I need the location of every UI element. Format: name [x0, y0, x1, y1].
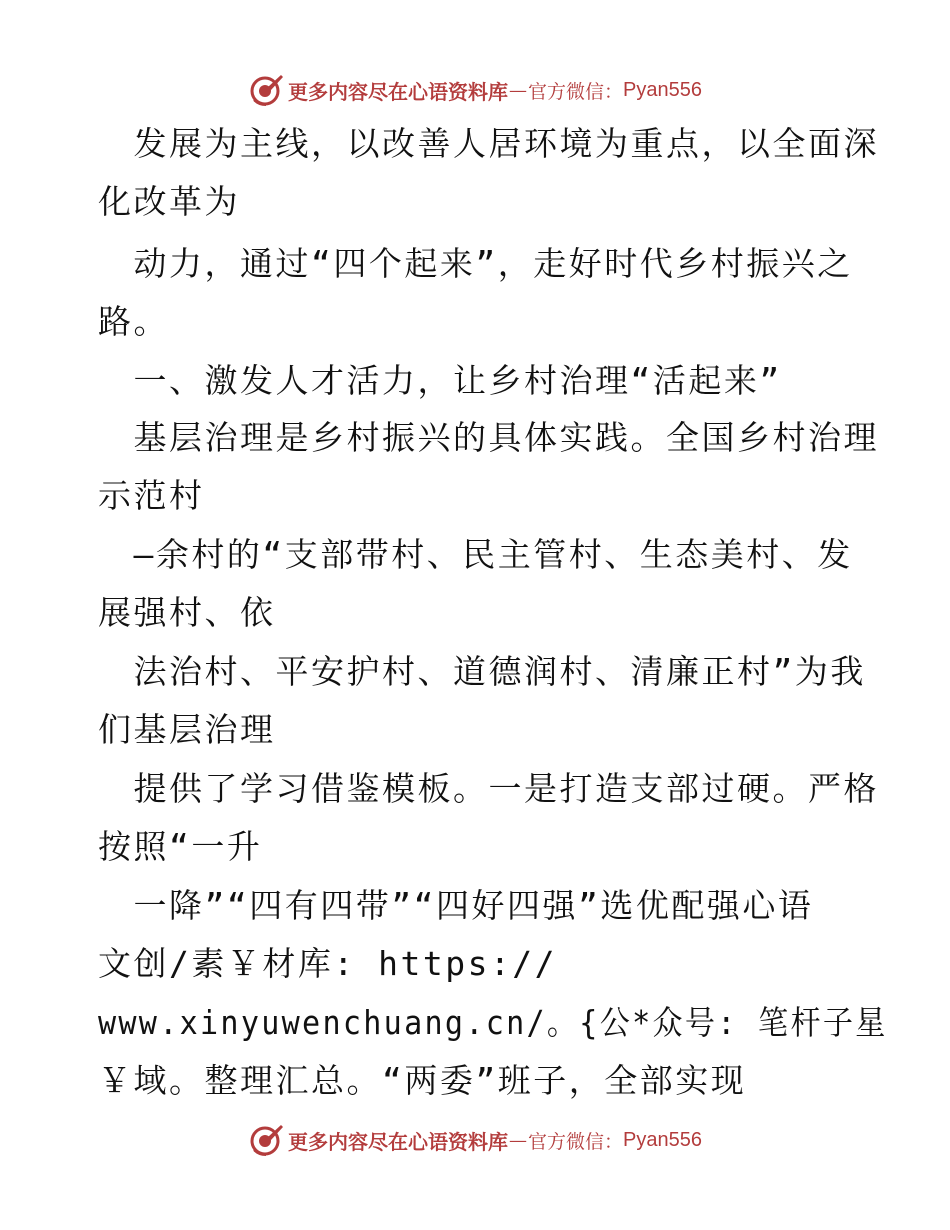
text-line: 展强村、依	[98, 593, 276, 632]
footer-banner	[0, 1120, 950, 1160]
header-banner	[0, 70, 950, 110]
brush-logo-icon	[248, 1122, 284, 1158]
header-site-text: 更多内容尽在心语资料库	[288, 79, 508, 104]
header-wechat-id: Pyan556	[623, 78, 702, 101]
footer-site-text: 更多内容尽在心语资料库	[288, 1129, 508, 1154]
text-line: 一、激发人才活力，让乡村治理“活起来”	[98, 361, 782, 400]
header-dash: —	[509, 79, 527, 101]
text-line: ￥域。整理汇总。“两委”班子，全部实现	[98, 1061, 747, 1100]
text-line: 发展为主线，以改善人居环境为重点，以全面深	[98, 124, 879, 163]
text-line: 提供了学习借鉴模板。一是打造支部过硬。严格	[98, 769, 879, 808]
footer-wechat-id: Pyan556	[623, 1128, 702, 1151]
text-line: 们基层治理	[98, 710, 276, 749]
footer-official-label: 官方微信：	[528, 1130, 624, 1153]
text-line: 动力，通过“四个起来”，走好时代乡村振兴之	[98, 244, 853, 283]
text-line: 示范村	[98, 476, 205, 515]
text-line: www.xinyuwenchuang.cn/。{公*众号: 笔杆子星	[98, 1003, 888, 1042]
text-line: —余村的“支部带村、民主管村、生态美村、发	[98, 535, 853, 574]
text-line: 文创/素￥材库: https://	[98, 944, 558, 983]
text-line: 一降”“四有四带”“四好四强”选优配强心语	[98, 886, 814, 925]
footer-dash: —	[509, 1129, 527, 1151]
text-line: 按照“一升	[98, 827, 263, 866]
brush-logo-icon	[248, 72, 284, 108]
text-line: 法治村、平安护村、道德润村、清廉正村”为我	[98, 652, 866, 691]
header-official-label: 官方微信：	[528, 80, 624, 103]
text-line: 化改革为	[98, 182, 240, 221]
text-line: 基层治理是乡村振兴的具体实践。全国乡村治理	[98, 418, 879, 457]
text-line: 路。	[98, 302, 169, 341]
